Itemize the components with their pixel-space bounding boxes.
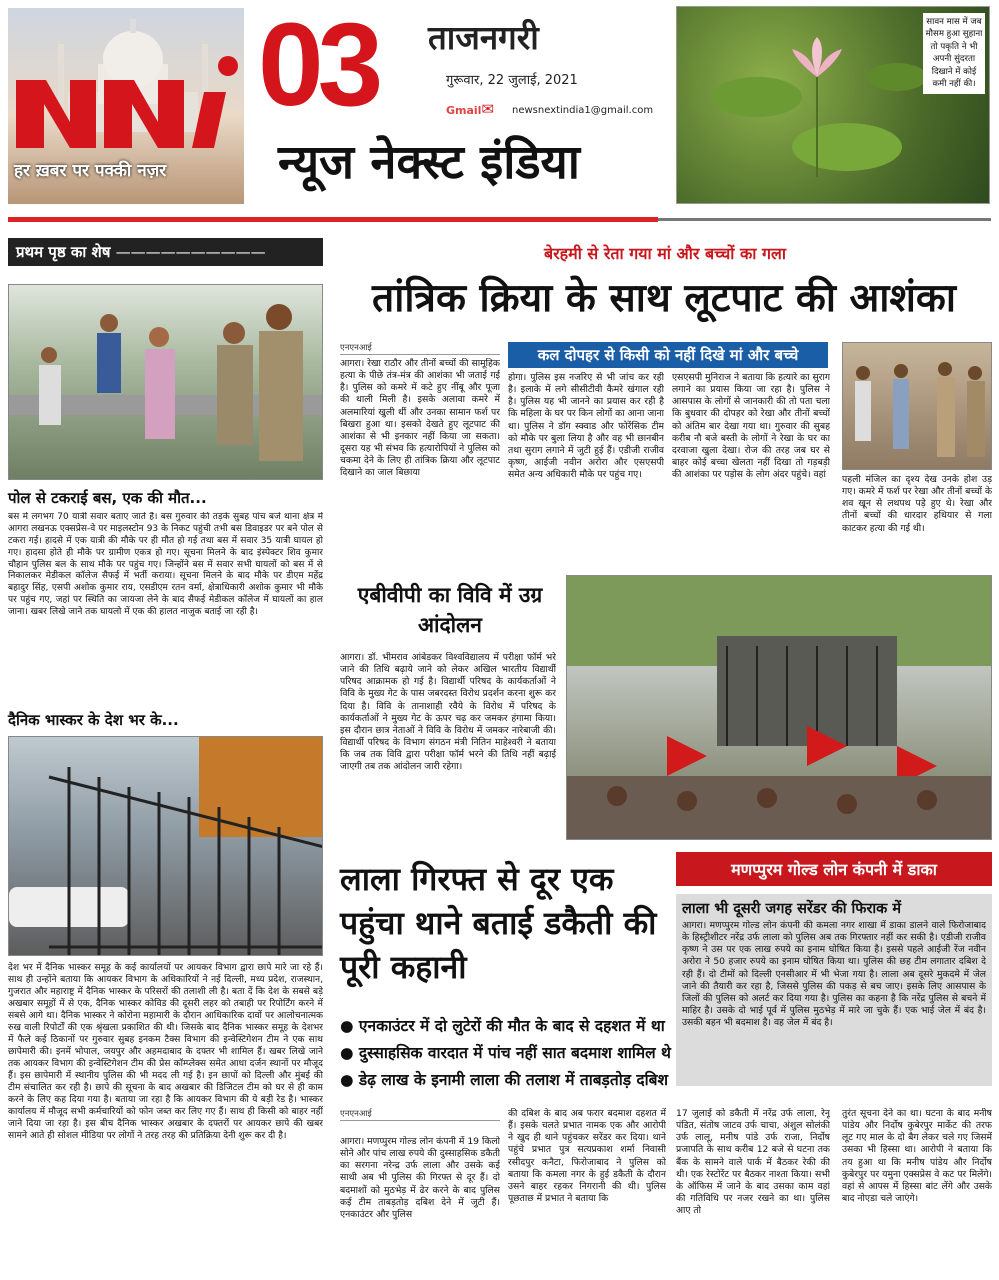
lead-headline: तांत्रिक क्रिया के साथ लूटपाट की आशंका — [372, 276, 956, 321]
section-title: ताजनगरी — [428, 18, 539, 57]
manappuram-kicker: मणप्पुरम गोल्ड लोन कंपनी में डाका — [676, 852, 992, 886]
mail-m-icon: ✉ — [481, 100, 495, 118]
iron-gate-icon — [9, 737, 323, 956]
lala-column-2: की दबिश के बाद अब फरार बदमाश दहशत में हैं। इसके चलते प्रभात नामक एक और आरोपी ने खुद ही थाने पहुंचकर सरेंडर कर दिया। थाने पहुंचे प्रभात पुत्र सत्यप्रकाश शर्मा निवासी रसीदपुर कनैटा, फिरोजाबाद ने पुलिस को बताया कि कमला नगर के हुई डकैती के दौरान उसने बाहर रहकर निगरानी की थी। पुलिस पूछताछ में प्रभात ने बताया कि — [508, 1108, 666, 1204]
lead-column-3: एसएसपी मुनिराज ने बताया कि हत्यारे का सुराग लगाने का प्रयास किया जा रहा है। पुलिस ने आसपास के लोगों से जानकारी की तो पता चला कि बुधवार की दोपहर को रेखा और तीनों बच्चों को अंतिम बार देखा गया था। गुरुवार की सुबह करीब नौ बजे बस्ती के लोगों ने रेखा के घर का दरवाजा खुला देखा। रोज की तरह जब घर से बाहर कोई बच्चा खेलता नहीं दिखा तो गड़बड़ी की आशंका पर पड़ोस के लोग अंदर पहुंचे। वहां — [672, 372, 830, 481]
abvp-headline: एबीवीपी का विवि में उग्र आंदोलन — [357, 583, 543, 638]
logo-block — [8, 8, 244, 204]
page-number: 03 — [258, 0, 378, 131]
nni-logo-icon — [12, 52, 238, 152]
lala-column-3: 17 जुलाई को डकैती में नरेंद्र उर्फ लाला, रेनू पंडित, संतोष जाटव उर्फ चाचा, अंशुल सोलंकी उर्फ लालू, मनीष पांडे उर्फ राजा, निर्दोष प्रजापति के साथ करीब 12 बजे से घटना तक बैंक के सामने वाले पार्क में बैठकर रेकी की थी। एक रेस्टोरेंट पर बैठकर नाश्ता किया। सभी के ऑफिस में जाने के बाद उसका काम वहां की गतिविधि पर नजर रखने का था। पुलिस आए तो — [676, 1108, 830, 1217]
contact-email[interactable]: newsnextindia1@gmail.com — [512, 105, 654, 116]
section-label-text: प्रथम पृष्ठ का शेष — [16, 243, 111, 261]
manappuram-box — [676, 894, 992, 1086]
header-rule-gray — [658, 218, 991, 221]
masthead-title: न्यूज नेक्स्ट इंडिया — [278, 135, 580, 190]
manappuram-headline: लाला भी दूसरी जगह सरेंडर की फिराक में — [682, 901, 902, 917]
lala-bullet-3: ● डेढ़ लाख के इनामी लाला की तलाश में ताबड़तोड़ दबिश — [340, 1071, 669, 1089]
lead-byline: एनएनआई — [340, 342, 500, 355]
lead-crime-scene-photo — [842, 342, 992, 470]
lala-bullet-1: ● एनकाउंटर में दो लुटेरों की मौत के बाद से दहशत में था — [340, 1017, 665, 1035]
header-rule-red — [8, 217, 658, 222]
abvp-body: आगरा। डॉ. भीमराव आंबेडकर विश्वविद्यालय में परीक्षा फॉर्म भरे जाने की तिथि बढ़ाये जाने को लेकर अखिल भारतीय विद्यार्थी परिषद आक्रामक हो गई है। विद्यार्थी परिषद के कार्यकर्ताओं ने विवि के मुख्य गेट के पास जबरदस्त विरोध प्रदर्शन करना शुरू कर दिया है। विवि के तानाशाही रवैये के विरोध में परिषद के कार्यकर्ताओं ने मुख्य गेट के ऊपर चढ़ कर जमकर हंगामा किया। इस दौरान छात्र नेताओं ने विवि के विरोध में जमकर नारेबाजी की। विद्यार्थी परिषद के विभाग संगठन मंत्री नितिन माहेश्वरी ने बताया कि जब तक विवि द्वारा परीक्षा फॉर्म भरने की तिथि नहीं बढ़ाई जाएगी तब तक आंदोलन जारी रहेगा। — [340, 652, 556, 773]
story-bhaskar-body: देश भर में दैनिक भास्कर समूह के कई कार्यालयों पर आयकर विभाग द्वारा छापे मारे जा रहे हैं। साथ ही उन्होंने बताया कि आयकर विभाग के अधिकारियों ने नई दिल्ली, मध्य प्रदेश, राजस्थान, गुजरात और महाराष्ट्र में दैनिक भास्कर के परिसरों की तलाशी ली है। बता दें कि देश के सबसे बड़े अखबार समूहों में से एक, दैनिक भास्कर कोविड की दूसरी लहर को तबाही पर रिपोर्टिंग करने में सबसे आगे था। दैनिक भास्कर ने कोरोना महामारी के दौरान आधिकारिक दावों पर आलोचनात्मक रुख वाली रिपोर्टों की एक श्रृंखला प्रकाशित की थी। जिसके बाद दैनिक भास्कर समूह के देशभर में फैले कई ठिकानों पर गुरुवार सुबह इनकम टैक्स विभाग की इन्वेस्टिगेशन टीम ने एक साथ छापेमारी की। इनमें भोपाल, जयपुर और अहमदाबाद के दफ्तर भी शामिल हैं। खबर लिखे जाने तक आयकर विभाग की इन्वेस्टिगेशन टीम की प्रेस कॉम्प्लेक्स समेत आधा दर्जन स्थानों पर मौजूद हैं। इस छापेमारी में स्थानीय पुलिस की भी मदद ली गई है। इन छापों को दिल्ली और मुंबई की टीम संचालित कर रही है। छापे की सूचना के बाद अखबार की डिजिटल टीम को घर से ही काम करने के लिए कह दिया गया है। बताया जा रहा है कि आयकर विभाग की ये बड़ी रेड है। भास्कर कार्यालय में मौजूद सभी कर्मचारियों को फोन जब्त कर लिए गए हैं। साथ ही किसी को बाहर नहीं जाने दिया जा रहा है। इस बीच दैनिक भास्कर अखबार के दफ्तरों पर आयकर छापे की खबर सामने आते ही सोशल मीडिया पर लोगों ने तरह तरह की प्रतिक्रिया देनी शुरू कर दी है। — [8, 963, 323, 1141]
lala-byline: एनएनआई — [340, 1108, 500, 1121]
story-bus-body: बस में लगभग 70 यात्री सवार बताए जाते हैं। बस गुरुवार की तड़के सुबह पांच बजे थाना क्षेत्र में आगरा लखनऊ एक्सप्रेस-वे पर माइलस्टोन 93 के निकट पहुंची तभी बस डिवाइडर पर बने पोल से टकरा गई। हादसे में एक यात्री की मौके पर ही मौत हो गई तथा बस में सवार 35 यात्री घायल हो गए। हादसा होते ही मौके पर ग्रामीण एकत्र हो गए। सूचना मिलने के बाद इंस्पेक्टर शिव कुमार चौहान पुलिस बल के साथ मौके पर पहुंच गए। जिन्होंने बस में सवार सभी घायलों को बस में से निकालकर मेडीकल कॉलेज सैफई में भर्ती कराया। सूचना मिलने के बाद मौके पर डीएम महेंद्र बहादुर सिंह, एसपी अशोक कुमार राय, एसडीएम रतन वर्मा, क्षेत्राधिकारी अशोक कुमार भी मौके पर पहुंच गए, जहां पर स्थिति का जायजा लेने के बाद सैफई मेडीकल कॉलेज में घायलों का हाल जाना। खबर लिखे जाने तक घायलो में एक की हालत नाजुक बताई जा रही है। — [8, 512, 323, 617]
bus-accident-photo — [8, 284, 323, 480]
lala-column-1: आगरा। मणप्पुरम गोल्ड लोन कंपनी में 19 किलो सोने और पांच लाख रुपये की दुस्साहसिक डकैती का सरगना नरेन्द्र उर्फ लाला और उसके कई साथी अब भी पुलिस की गिरफ्त से दूर हैं। दो बदमाशों को मुठभेड़ में ढेर करने के बाद पुलिस कई टीम ताबड़तोड़ दबिश देने में जुटी हैं। एनकाउंटर और पुलिस — [340, 1136, 500, 1220]
abvp-protest-photo — [566, 575, 992, 840]
header — [0, 0, 999, 212]
lead-kicker: बेरहमी से रेता गया मां और बच्चों का गला — [543, 244, 787, 263]
lala-column-4: तुरंत सूचना देने का था। घटना के बाद मनीष पांडेय और निर्दोष कुबेरपुर मार्केट की तरफ लूट गए माल के दो बैग लेकर चले गए जिसमें उसका भी हिस्सा था। आरोपी ने बताया कि तय हुआ था कि मनीष पांडेय और निर्दोष कुबेरपुर पर यमुना एक्सप्रेस वे कट पर मिलेंगे। वहां से आपस में हिस्सा बांट लेंगे और उसके बाद नोएडा चले जाएंगे। — [842, 1108, 992, 1204]
bhaskar-office-gate-photo — [8, 736, 323, 956]
lala-bullet-2-text: दुस्साहसिक वारदात में पांच नहीं सात बदमाश शामिल थे — [358, 1044, 671, 1062]
gmail-label: Gmail — [446, 104, 482, 117]
lead-column-4: पहली मंजिल का दृश्य देख उनके होश उड़ गए। कमरे में फर्श पर रेखा और तीनों बच्चों के शव खून से लथपथ पड़े हुए थे। रेखा और तीनों बच्चों की धारदार हथियार से गला काटकर हत्या की गई थी। — [842, 474, 992, 534]
manappuram-body: आगरा। मणप्पुरम गोल्ड लोन कंपनी की कमला नगर शाखा में डाका डालने वाले फिरोजाबाद के हिस्ट्रीशीटर नरेंद्र उर्फ लाला को पुलिस अब तक गिरफ्तार नहीं कर सकी है। एडीजी राजीव कृष्ण ने उस पर एक लाख रुपये का इनाम घोषित किया है। इससे पहले आईजी रेंज नवीन अरोरा ने 50 हजार रुपये का इनाम घोषित किया था। पुलिस की छह टीम लगातार दबिश दे रही हैं। दो टीमों को दिल्ली एनसीआर में भी भेजा गया है। लाला अब दूसरे मुकदमे में जेल जाने की तैयारी कर रहा है, जिससे पुलिस की पकड़ से बच जाए। इसके लिए आसपास के जिलों की पुलिस को अलर्ट कर दिया गया है। पुलिस का कहना है कि नरेंद्र पुलिस से बचने में माहिर है। उसके दो भाई पूर्व में पुलिस मुठभेड़ में मारे जा चुके हैं। एक भाई जेल में बंद है। उसकी बहन भी बदमाश है। वह जेल में बंद है। — [682, 920, 986, 1029]
photo-caption: सावन मास में जब मौसम हुआ सुहाना तो पकृति ने भी अपनी सुंदरता दिखाने में कोई कमी नहीं की। — [923, 13, 985, 94]
lotus-flower-icon — [697, 37, 937, 197]
police-officers-icon — [9, 285, 323, 480]
people-crowd-icon — [843, 343, 992, 470]
lead-subhead: कल दोपहर से किसी को नहीं दिखे मां और बच्चे — [508, 342, 828, 368]
issue-date: गुरूवार, 22 जुलाई, 2021 — [446, 73, 578, 88]
section-label-front-page-continued: प्रथम पृष्ठ का शेष —————————— — [8, 238, 323, 266]
gmail-icon — [446, 100, 494, 118]
lala-headline: लाला गिरफ्त से दूर एक पहुंचा थाने बताई डकैती की पूरी कहानी — [340, 860, 657, 986]
story-bhaskar-title: दैनिक भास्कर के देश भर के... — [8, 711, 179, 729]
lala-bullet-1-text: एनकाउंटर में दो लुटेरों की मौत के बाद से दहशत में था — [358, 1017, 665, 1035]
lala-bullet-2: ● दुस्साहसिक वारदात में पांच नहीं सात बदमाश शामिल थे — [340, 1044, 671, 1062]
lotus-photo — [676, 6, 990, 204]
logo-tagline: हर ख़बर पर पक्की नज़र — [14, 161, 167, 181]
story-bus-title: पोल से टकराई बस, एक की मौत... — [8, 489, 207, 507]
protest-crowd-flags-icon — [567, 576, 992, 840]
lead-column-1: आगरा। रेखा राठौर और तीनों बच्चों की सामूहिक हत्या के पीछे तंत्र-मंत्र की आशंका भी जताई गई है। पुलिस को कमरे में कटे हुए नींबू और पूजा की थाली मिली है। इसके अलावा कमरे में अलमारियां खुली थीं और उनका सामान फर्श पर बिखरा हुआ था। इसको देखते हुए लूटपाट की आशंका से भी इनकार नहीं किया जा सकता। दूसरा यह भी संभव कि हत्यारोपियों ने पुलिस को चकमा देने के लिए ही तांत्रिक क्रिया और लूटपाट दिखाने का जाल बिछाया — [340, 358, 500, 479]
lala-bullet-3-text: डेढ़ लाख के इनामी लाला की तलाश में ताबड़तोड़ दबिश — [358, 1071, 669, 1089]
lead-column-2: होगा। पुलिस इस नजरिए से भी जांच कर रही है। इलाके में लगे सीसीटीवी कैमरे खंगाल रही है। पुलिस यह भी जानने का प्रयास कर रही है कि महिला के घर पर किन लोगों का आना जाना था। पुलिस ने डॉग स्क्वाड और फोरेंसिक टीम को मौके पर बुला लिया है और वह भी छानबीन तथा सुराग लगाने में जुटी हुई हैं। एडीजी राजीव कृष्ण, आईजी नवीन अरोरा और एसएसपी समेत अन्य अधिकारी मौके पर पहुंच गए। — [508, 372, 664, 481]
